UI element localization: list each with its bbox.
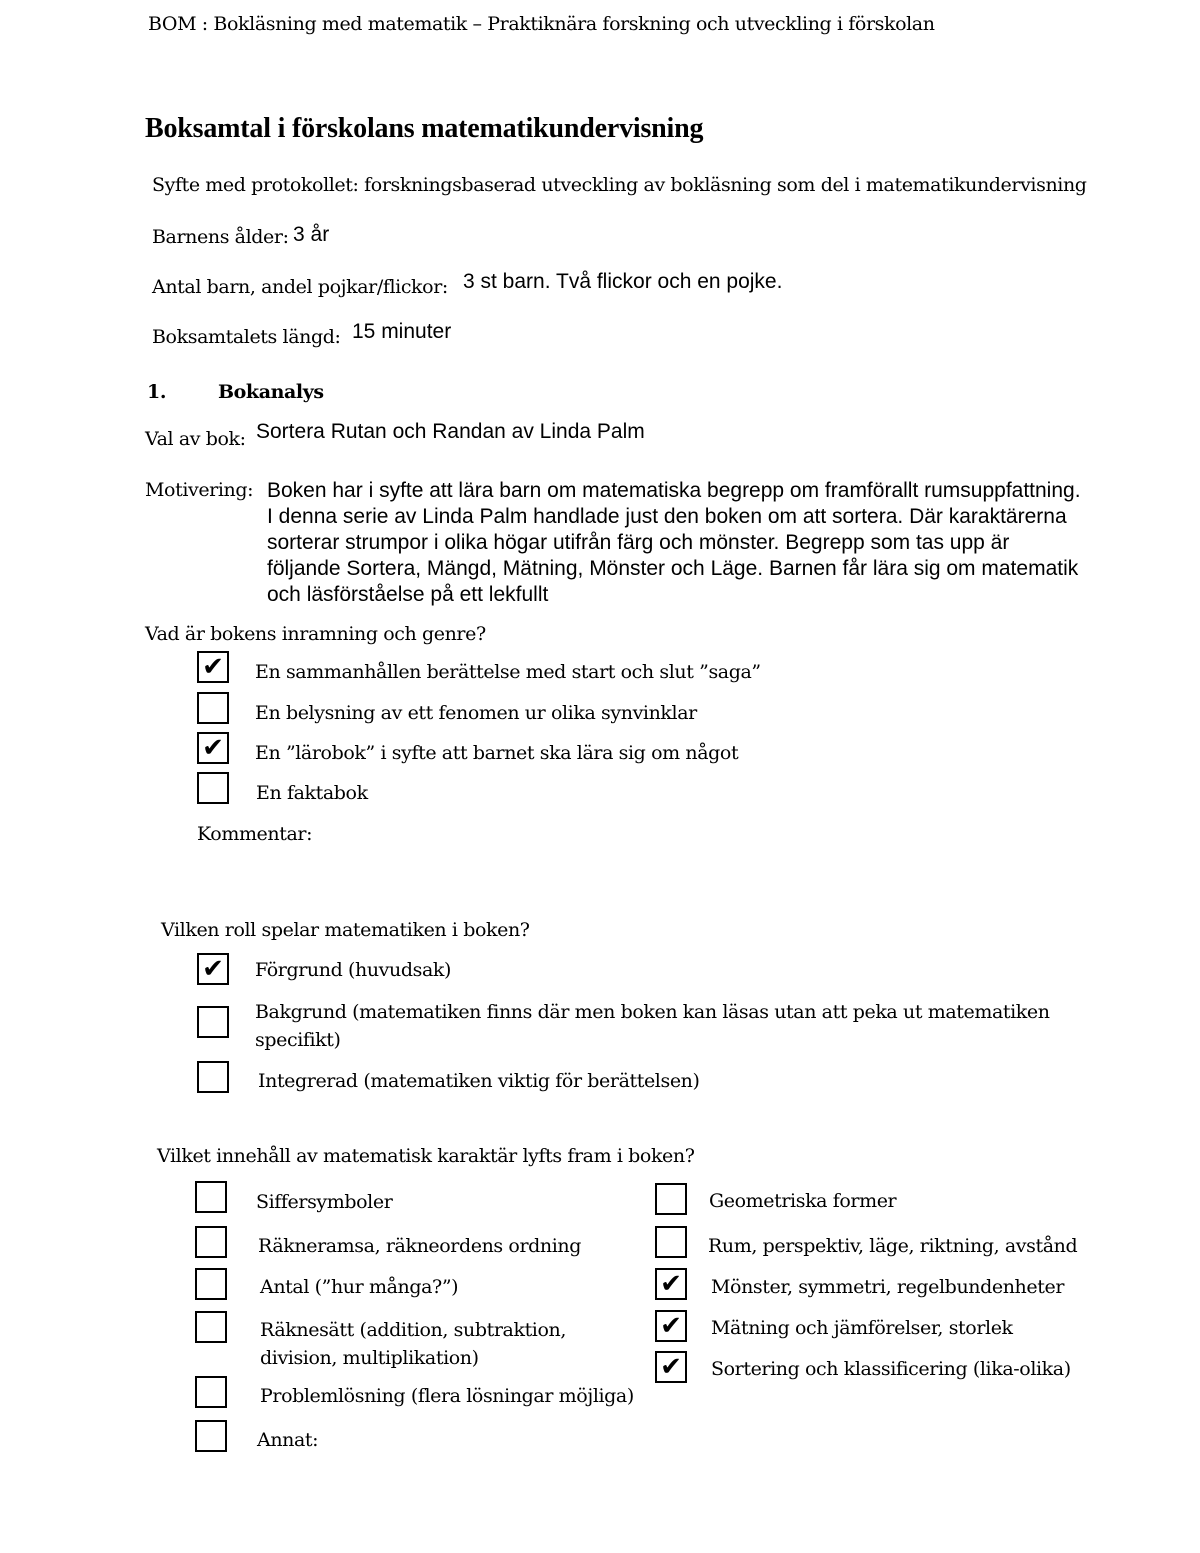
genre-checkbox-1[interactable] — [197, 651, 229, 683]
page-title: Boksamtal i förskolans matematikundervisning — [145, 113, 704, 144]
comment-label: Kommentar: — [197, 823, 313, 845]
content-option-label: Räknesätt (addition, subtraktion, division, multiplikation) — [260, 1319, 566, 1369]
motivation-label: Motivering: — [145, 479, 254, 501]
content-left-checkbox-3[interactable] — [195, 1268, 227, 1300]
genre-question: Vad är bokens inramning och genre? — [145, 623, 486, 645]
check-icon: ✔ — [202, 652, 224, 682]
content-left-checkbox-1[interactable] — [195, 1181, 227, 1213]
content-option-label: Antal (”hur många?”) — [260, 1276, 459, 1298]
genre-option-label: En faktabok — [256, 782, 368, 804]
genre-checkbox-2[interactable] — [197, 692, 229, 724]
content-option-label: Problemlösning (flera lösningar möjliga) — [260, 1385, 634, 1407]
check-icon: ✔ — [202, 733, 224, 763]
document-header: BOM : Bokläsning med matematik – Praktiknära forskning och utveckling i förskolan — [148, 13, 935, 35]
genre-checkbox-4[interactable] — [197, 772, 229, 804]
book-label: Val av bok: — [145, 428, 246, 450]
genre-option-label: En sammanhållen berättelse med start och slut ”saga” — [255, 661, 761, 683]
role-option-label: Bakgrund (matematiken finns där men boken kan läsas utan att peka ut matematiken specifikt) — [255, 1001, 1050, 1051]
role-option-label: Integrerad (matematiken viktig för berättelsen) — [258, 1070, 700, 1092]
role-checkbox-2[interactable] — [197, 1006, 229, 1038]
content-option-label: Sortering och klassificering (lika-olika) — [711, 1358, 1071, 1380]
content-left-checkbox-2[interactable] — [195, 1226, 227, 1258]
check-icon: ✔ — [660, 1352, 682, 1382]
content-left-checkbox-5[interactable] — [195, 1376, 227, 1408]
content-option-label: Geometriska former — [709, 1190, 897, 1212]
purpose-text: Syfte med protokollet: forskningsbaserad utveckling av bokläsning som del i matematikundervisning — [152, 174, 1087, 196]
content-right-checkbox-1[interactable] — [655, 1183, 687, 1215]
content-option-label: Annat: — [257, 1429, 319, 1451]
children-field[interactable]: 3 st barn. Två flickor och en pojke. — [463, 270, 783, 293]
content-option-label: Räkneramsa, räkneordens ordning — [258, 1235, 582, 1257]
children-label: Antal barn, andel pojkar/flickor: — [152, 276, 448, 298]
content-left-checkbox-4[interactable] — [195, 1311, 227, 1343]
age-label: Barnens ålder: — [152, 226, 289, 248]
content-option-label: Mätning och jämförelser, storlek — [711, 1317, 1013, 1339]
section-title: Bokanalys — [218, 381, 324, 403]
genre-option-label: En ”lärobok” i syfte att barnet ska lära sig om något — [255, 742, 739, 764]
content-right-checkbox-5[interactable] — [655, 1351, 687, 1383]
content-option-label: Siffersymboler — [256, 1191, 393, 1213]
role-option-label: Förgrund (huvudsak) — [255, 959, 452, 981]
section-number: 1. — [147, 381, 167, 403]
check-icon: ✔ — [660, 1311, 682, 1341]
duration-field[interactable]: 15 minuter — [352, 320, 452, 343]
content-question: Vilket innehåll av matematisk karaktär lyfts fram i boken? — [157, 1145, 695, 1167]
content-left-checkbox-6[interactable] — [195, 1420, 227, 1452]
genre-option-label: En belysning av ett fenomen ur olika synvinklar — [255, 702, 697, 724]
duration-label: Boksamtalets längd: — [152, 326, 341, 348]
role-question: Vilken roll spelar matematiken i boken? — [161, 919, 530, 941]
content-right-checkbox-4[interactable] — [655, 1310, 687, 1342]
role-checkbox-1[interactable] — [197, 953, 229, 985]
genre-checkbox-3[interactable] — [197, 732, 229, 764]
content-option-label: Mönster, symmetri, regelbundenheter — [711, 1276, 1065, 1298]
check-icon: ✔ — [202, 954, 224, 984]
content-right-checkbox-2[interactable] — [655, 1226, 687, 1258]
age-field[interactable]: 3 år — [293, 223, 330, 246]
book-field[interactable]: Sortera Rutan och Randan av Linda Palm — [256, 420, 645, 443]
check-icon: ✔ — [660, 1269, 682, 1299]
role-checkbox-3[interactable] — [197, 1061, 229, 1093]
content-right-checkbox-3[interactable] — [655, 1268, 687, 1300]
motivation-field[interactable]: Boken har i syfte att lära barn om matematiska begrepp om framförallt rumsuppfattning. I denna serie av Linda Palm handlade just den boken om att sortera. Där karaktärerna sorterar strumpor i olika högar utifrån färg och mönster. Begrepp som tas upp är följande Sortera, Mängd, Mätning, Mönster och Läge. Barnen får lära sig om matematik och läsförståelse på ett lekfullt — [267, 479, 1081, 606]
content-option-label: Rum, perspektiv, läge, riktning, avstånd — [708, 1235, 1078, 1257]
